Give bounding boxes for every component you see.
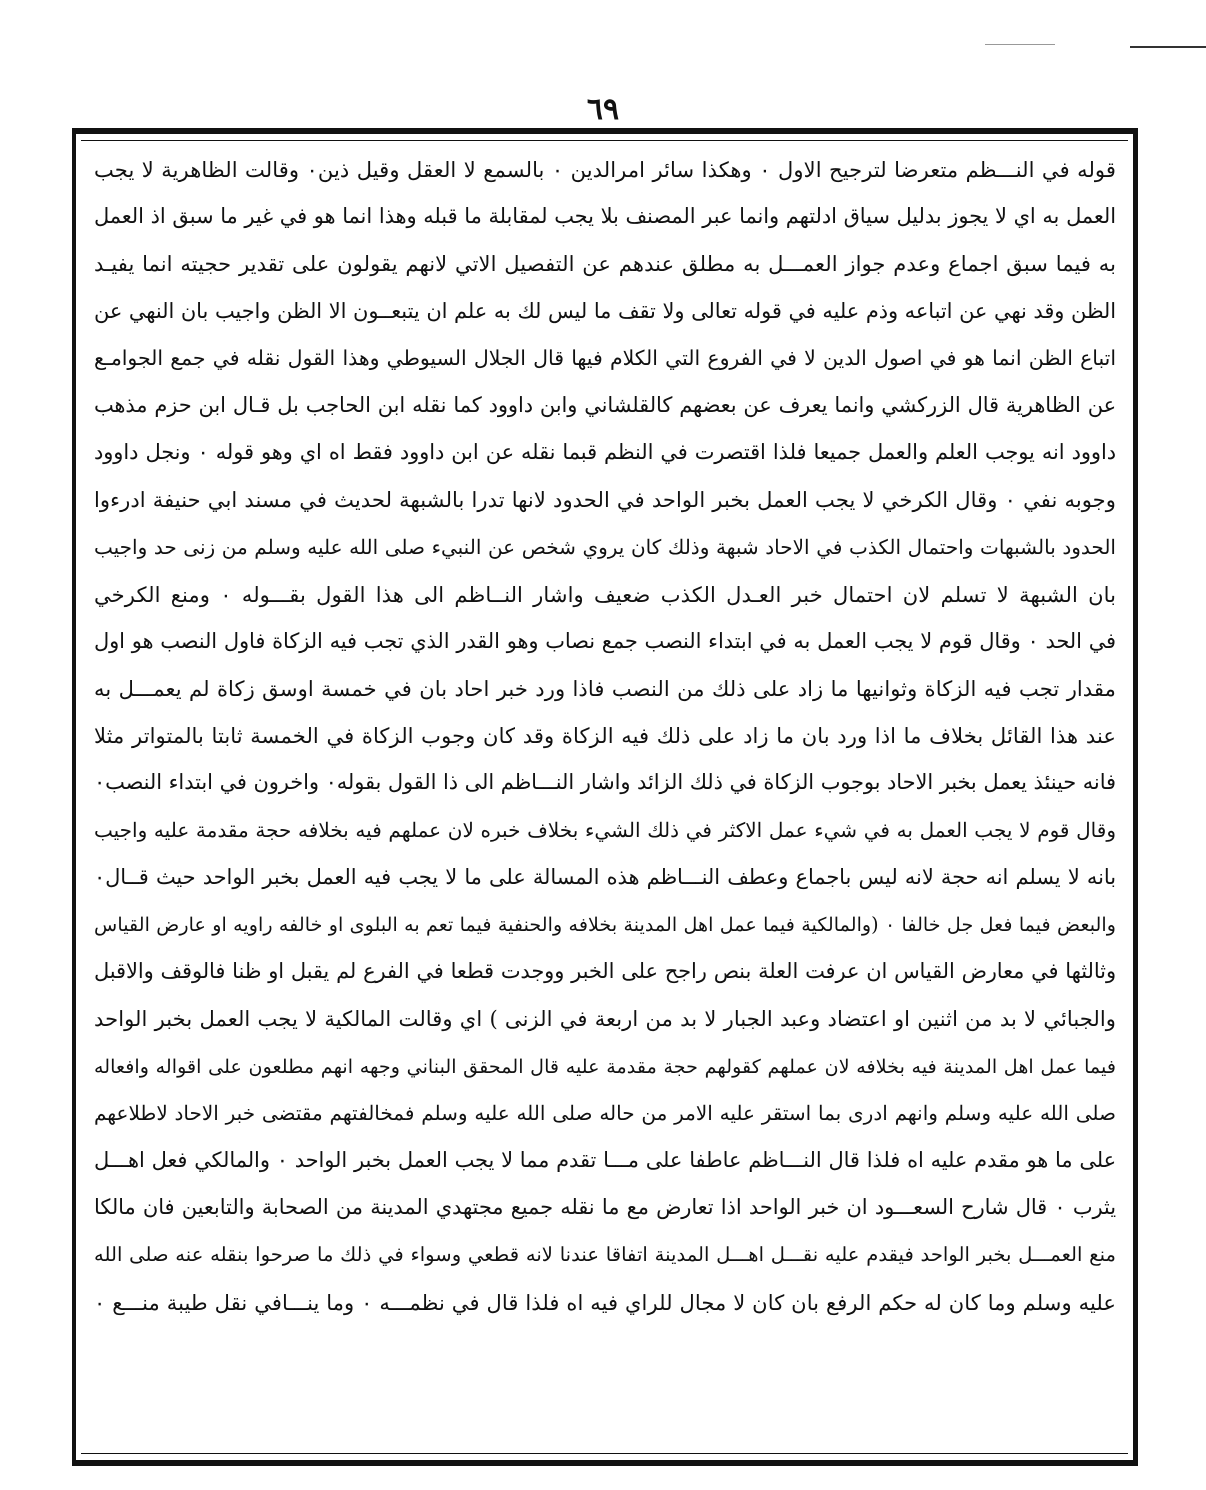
text-line: الظن وقد نهي عن اتباعه وذم عليه في قوله تعالى ولا تقف ما ليس لك به علم ان يتبعــون الا الظن واجيب بان النهي عن (94, 298, 1116, 323)
text-line: والبعض فيما فعل جل خالفا ٠ (والمالكية فيما عمل اهل المدينة بخلافه والحنفية فيما تعم به البلوى او خالفه راويه او عارض القياس (94, 913, 1116, 936)
text-line: العمل به اي لا يجوز بدليل سياق ادلتهم وانما عبر المصنف بلا يجب لمقابلة ما قبله وهذا انما هو في غير ما سبق اذ العمل (94, 204, 1116, 229)
text-line: عند هذا القائل بخلاف ما اذا ورد بان ما زاد على ذلك فيه الزكاة وقد كان وجوب الزكاة في الخمسة ثابتا بالمتواتر مثلا (94, 723, 1116, 749)
text-line: الحدود بالشبهات واحتمال الكذب في الاحاد شبهة وذلك كان يروي شخص عن النبيء صلى الله عليه وسلم من زنى حد واجيب (94, 534, 1116, 559)
text-line: في الحد ٠ وقال قوم لا يجب العمل به في ابتداء النصب جمع نصاب وهو القدر الذي تجب فيه الزكاة فاول النصب هو اول (94, 628, 1116, 653)
page-number: ٦٩ (586, 92, 620, 127)
text-line: قوله في النـــظم متعرضا لترجيح الاول ٠ وهكذا سائر امرالدين ٠ بالسمع لا العقل وقيل ذين٠ وقالت الظاهرية لا يجب (94, 157, 1116, 182)
text-line: داوود انه يوجب العلم والعمل جميعا فلذا اقتصرت في النظم قبما نقله عن ابن داوود فقط اه اي وهو قوله ٠ ونجل داوود (94, 440, 1116, 465)
header-rule (1130, 46, 1206, 48)
text-line: بان الشبهة لا تسلم لان احتمال خبر العـدل الكذب ضعيف واشار النــاظم الى هذا القول بقـــوله ٠ ومنع الكرخي (94, 581, 1116, 607)
text-line: وجوبه نفي ٠ وقال الكرخي لا يجب العمل بخبر الواحد في الحدود لانها تدرا بالشبهة لحديث في مسند ابي حنيفة ادرءوا (94, 487, 1116, 513)
text-line: مقدار تجب فيه الزكاة وثوانيها ما زاد على ذلك من النصب فاذا ورد خبر احاد بان في خمسة اوسق زكاة لم يعمـــل به (94, 676, 1116, 702)
text-line: عن الظاهرية قال الزركشي وانما يعرف عن بعضهم كالقلشاني وابن داوود كما نقله ابن الحاجب بل قـال ابن حزم مذهب (94, 392, 1116, 417)
text-line: وقال قوم لا يجب العمل به في شيء عمل الاكثر في ذلك الشيء بخلاف خبره لان عملهم فيه بخلافه حجة مقدمة عليه واجيب (94, 817, 1116, 842)
text-line: وثالثها في معارض القياس ان عرفت العلة بنص راجح على الخبر ووجدت قطعا في الفرع لم يقبل او ظنا فالوقف والاقبل (94, 959, 1116, 984)
text-line: على ما هو مقدم عليه اه فلذا قال النـــاظم عاطفا على مـــا تقدم مما لا يجب العمل بخبر الواحد ٠ والمالكي فعل اهـــل (94, 1147, 1116, 1172)
text-line: به فيما سبق اجماع وعدم جواز العمـــل به مطلق عندهم عن التفصيل الاتي لانهم يقولون على تقدير حجيته انما يفيـد (94, 251, 1116, 277)
text-line: يثرب ٠ قال شارح السعـــود ان خبر الواحد اذا تعارض مع ما نقله جميع مجتهدي المدينة من الصحابة والتابعين فان مالكا (94, 1195, 1116, 1220)
text-line: فانه حينئذ يعمل بخبر الاحاد بوجوب الزكاة في ذلك الزائد واشار النـــاظم الى ذا القول بقوله٠ واخرون في ابتداء النصب٠ (94, 770, 1116, 795)
text-line: اتباع الظن انما هو في اصول الدين لا في الفروع التي الكلام فيها قال الجلال السيوطي وهذا القول نقله في جمع الجوامـع (94, 345, 1116, 370)
body-text (94, 146, 1116, 1326)
text-line: منع العمـــل بخبر الواحد فيقدم عليه نقـــل اهـــل المدينة اتفاقا عندنا لانه قطعي وسواء في ذلك ما صرحوا بنقله عنه صلى الله (94, 1243, 1116, 1267)
text-line: صلى الله عليه وسلم وانهم ادرى بما استقر عليه الامر من حاله صلى الله عليه وسلم فمخالفتهم مقتضى خبر الاحاد لاطلاعهم (94, 1100, 1116, 1125)
text-line: والجبائي لا بد من اثنين او اعتضاد وعبد الجبار لا بد من اربعة في الزنى ) اي وقالت المالكية لا يجب العمل بخبر الواحد (94, 1006, 1116, 1032)
text-line: عليه وسلم وما كان له حكم الرفع بان كان لا مجال للراي فيه اه فلذا قال في نظمـــه ٠ وما ينـــافي نقل طيبة منـــع ٠ (94, 1289, 1116, 1315)
header-faint-rule (985, 44, 1055, 45)
text-line: بانه لا يسلم انه حجة لانه ليس باجماع وعطف النـــاظم هذه المسالة على ما لا يجب فيه العمل بخبر الواحد حيث قــال٠ (94, 864, 1116, 889)
text-line: فيما عمل اهل المدينة فيه بخلافه لان عملهم كقولهم حجة مقدمة عليه قال المحقق البناني وجهه انهم مطلعون على اقواله وافعاله (94, 1054, 1116, 1078)
